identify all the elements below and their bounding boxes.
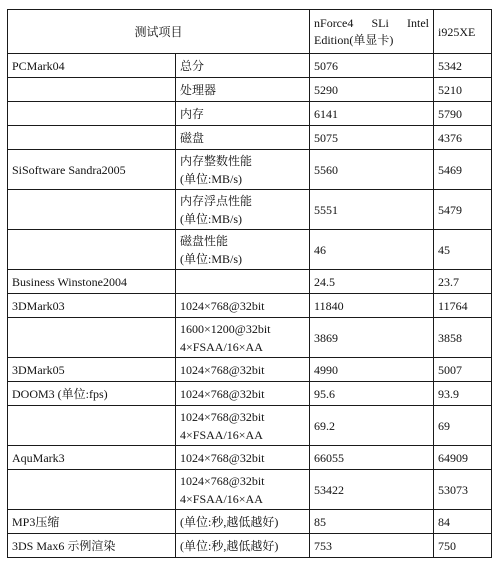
table-row	[8, 406, 492, 446]
table-row	[8, 470, 492, 510]
cell-nforce4-score: 85	[310, 510, 434, 534]
cell-sub-item	[176, 294, 310, 318]
sub-item-line: (单位:MB/s)	[180, 171, 243, 186]
cell-sub-item	[176, 126, 310, 150]
sub-item-line: (单位:MB/s)	[180, 251, 243, 266]
table-row	[8, 446, 492, 470]
cell-nforce4-score: 46	[310, 230, 434, 270]
cell-nforce4-score: 11840	[310, 294, 434, 318]
cell-test-name	[8, 126, 176, 150]
sub-item-line: (单位:秒,越低越好)	[180, 514, 279, 529]
sub-item-line: 1024×768@32bit	[180, 450, 265, 465]
sub-item-line: 4×FSAA/16×AA	[180, 491, 263, 506]
table-row	[8, 358, 492, 382]
sub-item-line: 磁盘	[180, 130, 205, 145]
sub-item-line: 总分	[180, 58, 205, 73]
cell-test-name: MP3压缩	[8, 510, 176, 534]
cell-i925xe-score: 5479	[434, 190, 492, 230]
cell-nforce4-score: 6141	[310, 102, 434, 126]
cell-i925xe-score: 53073	[434, 470, 492, 510]
header-nforce4-word: nForce4	[314, 15, 354, 30]
sub-item-line: 1024×768@32bit	[180, 298, 265, 313]
sub-item-line: 内存	[180, 106, 205, 121]
cell-nforce4-score: 5551	[310, 190, 434, 230]
table-row	[8, 510, 492, 534]
cell-nforce4-score: 5075	[310, 126, 434, 150]
cell-nforce4-score: 5560	[310, 150, 434, 190]
table-row	[8, 534, 492, 558]
cell-test-name	[8, 102, 176, 126]
sub-item-line: 1024×768@32bit	[180, 473, 265, 488]
cell-sub-item	[176, 78, 310, 102]
sub-item-line: 处理器	[180, 82, 217, 97]
cell-nforce4-score: 5290	[310, 78, 434, 102]
cell-test-name: 3DMark05	[8, 358, 176, 382]
cell-test-name: Business Winstone2004	[8, 270, 176, 294]
cell-test-name	[8, 190, 176, 230]
header-nforce4-word: SLi	[371, 15, 389, 30]
table-row	[8, 102, 492, 126]
cell-test-name: 3DMark03	[8, 294, 176, 318]
table-row	[8, 382, 492, 406]
cell-test-name	[8, 406, 176, 446]
cell-sub-item	[176, 534, 310, 558]
cell-test-name	[8, 318, 176, 358]
table-row	[8, 54, 492, 78]
cell-sub-item	[176, 470, 310, 510]
sub-item-line: 4×FSAA/16×AA	[180, 339, 263, 354]
cell-nforce4-score: 66055	[310, 446, 434, 470]
table-row	[8, 78, 492, 102]
cell-i925xe-score: 4376	[434, 126, 492, 150]
table-row	[8, 318, 492, 358]
cell-i925xe-score: 5469	[434, 150, 492, 190]
sub-item-line: 磁盘性能	[180, 233, 229, 248]
cell-i925xe-score: 11764	[434, 294, 492, 318]
cell-sub-item	[176, 318, 310, 358]
cell-i925xe-score: 5790	[434, 102, 492, 126]
cell-sub-item	[176, 270, 310, 294]
cell-sub-item	[176, 54, 310, 78]
cell-sub-item	[176, 406, 310, 446]
cell-nforce4-score: 53422	[310, 470, 434, 510]
cell-test-name	[8, 470, 176, 510]
sub-item-line: 4×FSAA/16×AA	[180, 427, 263, 442]
cell-test-name	[8, 230, 176, 270]
cell-i925xe-score: 5007	[434, 358, 492, 382]
cell-sub-item	[176, 102, 310, 126]
cell-sub-item	[176, 382, 310, 406]
sub-item-line: 1024×768@32bit	[180, 409, 265, 424]
cell-i925xe-score: 64909	[434, 446, 492, 470]
header-nforce4-line1	[314, 15, 429, 32]
sub-item-line: 1024×768@32bit	[180, 362, 265, 377]
cell-sub-item	[176, 190, 310, 230]
header-nforce4-word: Intel	[407, 15, 429, 30]
table-row	[8, 126, 492, 150]
sub-item-line: 1600×1200@32bit	[180, 321, 271, 336]
cell-nforce4-score: 69.2	[310, 406, 434, 446]
cell-nforce4-score: 95.6	[310, 382, 434, 406]
cell-i925xe-score: 5342	[434, 54, 492, 78]
cell-sub-item	[176, 230, 310, 270]
cell-nforce4-score: 24.5	[310, 270, 434, 294]
cell-test-name	[8, 78, 176, 102]
header-nforce4-line2: Edition(单显卡)	[314, 32, 394, 47]
cell-sub-item	[176, 358, 310, 382]
cell-i925xe-score: 5210	[434, 78, 492, 102]
cell-test-name: AquMark3	[8, 446, 176, 470]
cell-test-name: PCMark04	[8, 54, 176, 78]
table-body	[8, 54, 492, 558]
cell-test-name: SiSoftware Sandra2005	[8, 150, 176, 190]
cell-nforce4-score: 3869	[310, 318, 434, 358]
cell-i925xe-score: 3858	[434, 318, 492, 358]
cell-nforce4-score: 5076	[310, 54, 434, 78]
cell-i925xe-score: 69	[434, 406, 492, 446]
cell-i925xe-score: 750	[434, 534, 492, 558]
sub-item-line: (单位:秒,越低越好)	[180, 538, 279, 553]
cell-sub-item	[176, 150, 310, 190]
cell-i925xe-score: 45	[434, 230, 492, 270]
table-row	[8, 230, 492, 270]
sub-item-line: (单位:MB/s)	[180, 211, 243, 226]
table-row	[8, 294, 492, 318]
cell-test-name: 3DS Max6 示例渲染	[8, 534, 176, 558]
table-row	[8, 270, 492, 294]
table-row	[8, 150, 492, 190]
header-nforce4-sli	[310, 10, 434, 54]
table-row	[8, 190, 492, 230]
sub-item-line: 内存浮点性能	[180, 193, 253, 208]
benchmark-table	[7, 9, 492, 558]
cell-test-name: DOOM3 (单位:fps)	[8, 382, 176, 406]
cell-sub-item	[176, 446, 310, 470]
cell-nforce4-score: 4990	[310, 358, 434, 382]
header-test-item: 测试项目	[8, 10, 310, 54]
cell-i925xe-score: 84	[434, 510, 492, 534]
cell-sub-item	[176, 510, 310, 534]
cell-nforce4-score: 753	[310, 534, 434, 558]
header-i925xe: i925XE	[434, 10, 492, 54]
sub-item-line: 内存整数性能	[180, 153, 253, 168]
cell-i925xe-score: 93.9	[434, 382, 492, 406]
sub-item-line: 1024×768@32bit	[180, 386, 265, 401]
cell-i925xe-score: 23.7	[434, 270, 492, 294]
table-header-row	[8, 10, 492, 54]
